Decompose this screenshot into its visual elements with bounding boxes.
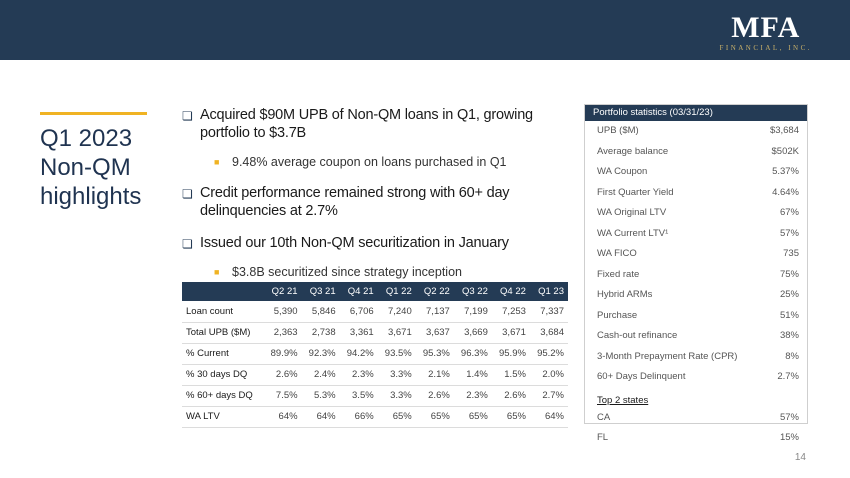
table-cell: 5.3% [302,385,340,406]
bullet-item [182,234,572,252]
table-cell: 3.3% [378,364,416,385]
portfolio-statistics-panel [584,104,808,443]
table-cell: 7,240 [378,301,416,322]
stat-label: First Quarter Yield [597,186,674,198]
table-cell: 64% [302,406,340,427]
stat-row [585,162,807,183]
table-cell: 7,253 [492,301,530,322]
stat-value: 4.64% [772,186,799,198]
logo-main-text: MFA [731,11,801,44]
table-cell: 2.1% [416,364,454,385]
stat-value: 67% [779,207,799,218]
table-cell: 2.3% [454,385,492,406]
page-number: 14 [794,452,806,463]
table-cell: 2.4% [302,364,340,385]
table-cell: 5,846 [302,301,340,322]
stat-row [585,121,807,142]
stat-value: 15% [779,432,799,443]
stat-value: 5.37% [772,166,799,177]
quarterly-metrics-table [182,282,568,428]
sub-bullet-item [182,264,572,280]
table-cell: 3,637 [416,322,454,343]
stat-row [585,367,807,388]
bullet-text: Credit performance remained strong with 60+ day delinquencies at 2.7% [200,185,510,219]
table-row [182,406,568,427]
table-cell: 1.4% [454,364,492,385]
table-cell: 94.2% [340,343,378,364]
table-cell: 95.9% [492,343,530,364]
column-header: Q4 21 [340,282,378,301]
table-row [182,343,568,364]
table-cell: 95.2% [530,343,568,364]
table-cell: 7,137 [416,301,454,322]
title-accent-rule [40,112,147,115]
column-header: Q1 23 [530,282,568,301]
header-bar [0,0,850,60]
stat-row [585,428,807,449]
table-cell: 89.9% [263,343,301,364]
stat-label: 60+ Days Delinquent [597,371,686,382]
stat-label: WA FICO [597,248,637,259]
checkbox-bullet-icon: ❏ [182,109,193,123]
stat-label: Hybrid ARMs [597,289,653,300]
table-cell: 3,671 [378,322,416,343]
table-cell: 65% [416,406,454,427]
sub-bullet-item [182,154,572,170]
table-cell: 64% [530,406,568,427]
stat-row [585,408,807,429]
stat-row [585,347,807,368]
row-label: % Current [182,343,263,364]
table-cell: 7,337 [530,301,568,322]
table-cell: 3,361 [340,322,378,343]
stat-label: Purchase [597,309,638,321]
checkbox-bullet-icon: ❏ [182,237,193,251]
stat-value: 25% [779,289,799,300]
page-title: Q1 2023 Non-QM highlights [40,125,142,210]
stat-value: $3,684 [769,125,799,136]
table-cell: 96.3% [454,343,492,364]
table-corner-cell [182,282,263,301]
table-cell: 65% [492,406,530,427]
stat-value: 57% [779,227,799,239]
stat-row [585,142,807,163]
row-label: WA LTV [182,406,263,427]
stat-value: 735 [783,248,799,259]
table-cell: 7,199 [454,301,492,322]
table-row [182,364,568,385]
table-cell: 2,738 [302,322,340,343]
portfolio-statistics-header: Portfolio statistics (03/31/23) [585,105,807,121]
stat-label: Cash-out refinance [597,330,678,341]
square-bullet-icon: ■ [214,267,220,277]
table-cell: 95.3% [416,343,454,364]
stat-label: Fixed rate [597,268,640,280]
table-cell: 6,706 [340,301,378,322]
stat-value: $502K [771,145,799,157]
table-cell: 2.7% [530,385,568,406]
table-row [182,322,568,343]
table-cell: 92.3% [302,343,340,364]
row-label: Loan count [182,301,263,322]
stat-row [585,326,807,347]
stat-row [585,224,807,245]
stat-label: WA Coupon [597,166,648,177]
table-row [182,385,568,406]
highlights-list [182,106,572,294]
stat-value: 38% [779,330,799,341]
sub-bullet-text: 9.48% average coupon on loans purchased in Q1 [232,155,507,169]
stat-label: Average balance [597,145,669,157]
column-header: Q3 22 [454,282,492,301]
table-cell: 3,671 [492,322,530,343]
stat-value: 8% [785,350,799,362]
table-cell: 3.3% [378,385,416,406]
bullet-text: Issued our 10th Non-QM securitization in January [200,235,509,251]
table-cell: 2.3% [340,364,378,385]
row-label: % 60+ days DQ [182,385,263,406]
column-header: Q2 21 [263,282,301,301]
table-cell: 7.5% [263,385,301,406]
mfa-logo [719,11,812,52]
table-cell: 2.6% [492,385,530,406]
stat-row [585,183,807,204]
square-bullet-icon: ■ [214,157,220,167]
column-header: Q4 22 [492,282,530,301]
table-row [182,301,568,322]
table-cell: 2,363 [263,322,301,343]
stat-label: FL [597,432,609,443]
stat-value: 2.7% [777,371,799,382]
column-header: Q3 21 [302,282,340,301]
stat-label: WA Current LTV¹ [597,227,669,239]
sub-bullet-text: $3.8B securitized since strategy inception [232,265,462,279]
bullet-item [182,184,572,220]
bullet-item [182,106,572,142]
table-cell: 1.5% [492,364,530,385]
table-cell: 5,390 [263,301,301,322]
stat-label: WA Original LTV [597,207,667,218]
column-header: Q2 22 [416,282,454,301]
stat-row [585,265,807,286]
stat-value: 51% [779,309,799,321]
logo-sub-text: FINANCIAL, INC. [719,44,812,52]
table-cell: 3,669 [454,322,492,343]
column-header: Q1 22 [378,282,416,301]
stat-row [585,203,807,224]
stat-label: CA [597,411,611,423]
table-cell: 3,684 [530,322,568,343]
row-label: % 30 days DQ [182,364,263,385]
stat-label: UPB ($M) [597,125,639,136]
table-cell: 93.5% [378,343,416,364]
table-header-row [182,282,568,301]
stat-value: 75% [779,268,799,280]
stat-value: 57% [779,411,799,423]
table-cell: 64% [263,406,301,427]
row-label: Total UPB ($M) [182,322,263,343]
bullet-text: Acquired $90M UPB of Non-QM loans in Q1, growing portfolio to $3.7B [200,107,533,141]
stat-row [585,306,807,327]
checkbox-bullet-icon: ❏ [182,187,193,201]
stat-label: 3-Month Prepayment Rate (CPR) [597,350,738,362]
table-cell: 66% [340,406,378,427]
stat-row [585,244,807,265]
table-cell: 3.5% [340,385,378,406]
table-cell: 65% [378,406,416,427]
table-cell: 2.6% [416,385,454,406]
table-cell: 2.6% [263,364,301,385]
table-cell: 65% [454,406,492,427]
top-states-header: Top 2 states [597,394,649,406]
table-cell: 2.0% [530,364,568,385]
stat-row [585,285,807,306]
